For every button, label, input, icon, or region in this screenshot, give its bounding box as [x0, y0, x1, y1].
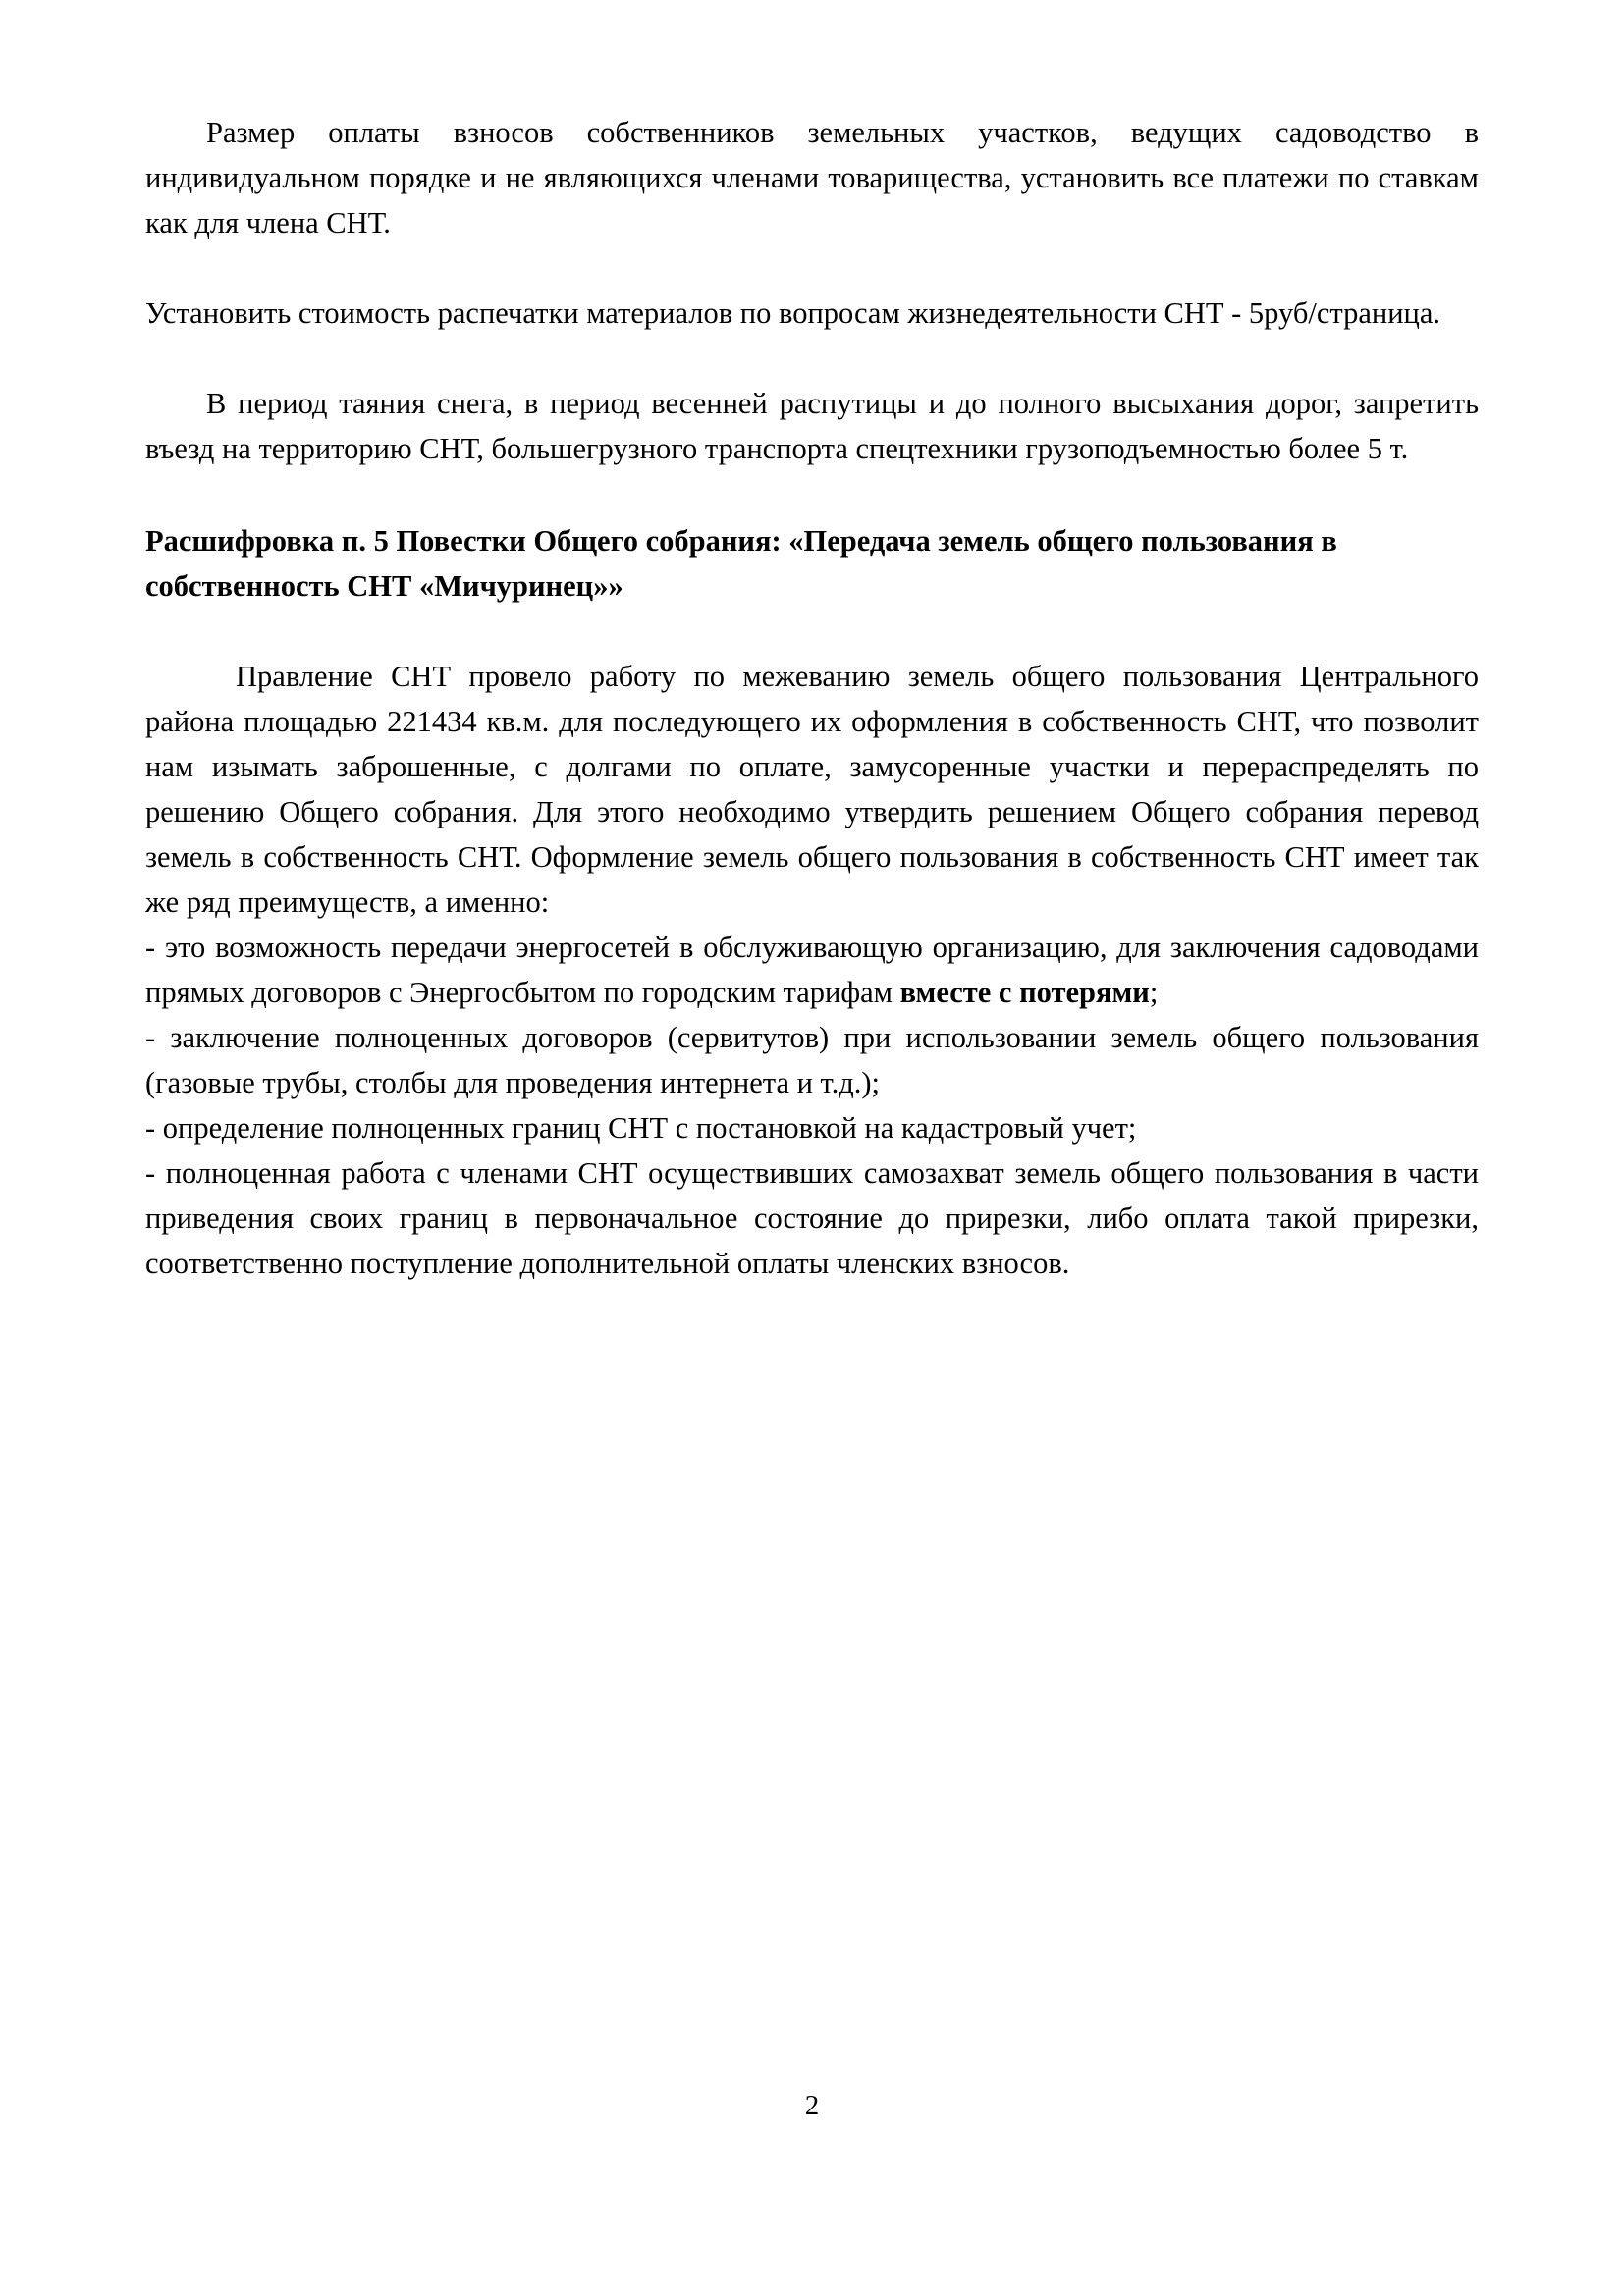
spacer [145, 336, 1479, 381]
spacer [145, 471, 1479, 518]
page-number-footer: 2 [804, 2090, 820, 2121]
list-item [145, 1015, 1479, 1105]
list-item-text-tail: ; [1149, 976, 1159, 1009]
list-item [145, 1105, 1479, 1150]
paragraph-vznosy: Размер оплаты взносов собственников земельных участков, ведущих садоводство в индивидуальном порядке и не являющихся членами товарищества, установить все платежи по ставкам как для члена СНТ. [145, 116, 1479, 240]
list-item-text: это возможность передачи энергосетей в обслуживающую организацию, для заключения садоводами прямых договоров с Энергосбытом по городским тарифам [145, 931, 1479, 1009]
list-item-marker: - [145, 1111, 156, 1145]
section-heading-rasshifrovka: Расшифровка п. 5 Повестки Общего собрания: «Передача земель общего пользования в собственность СНТ «Мичуринец»» [145, 524, 1337, 603]
spacer [145, 245, 1479, 291]
list-item-text: определение полноценных границ СНТ с постановкой на кадастровый учет; [155, 1111, 1137, 1145]
paragraph-taianie-snega: В период таяния снега, в период весенней распутицы и до полного высыхания дорог, запретить въезд на территорию СНТ, большегрузного транспорта спецтехники грузоподъемностью более 5 т. [145, 387, 1479, 465]
list-item-marker: - [145, 1156, 156, 1190]
spacer [145, 609, 1479, 654]
paragraph-pravlenie: Правление СНТ провело работу по межеванию земель общего пользования Центрального района площадью 221434 кв.м. для последующего их оформления в собственность СНТ, что позволит нам изымать заброшенные, с долгами по оплате, замусоренные участки и перераспределять по решению Общего собрания. Для этого необходимо утвердить решением Общего собрания перевод земель в собственность СНТ. Оформление земель общего пользования в собственность СНТ имеет так же ряд преимуществ, а именно: [145, 660, 1479, 919]
paragraph-raspechatka: Установить стоимость распечатки материалов по вопросам жизнедеятельности СНТ - 5руб/страница. [145, 296, 1441, 330]
list-item-emphasis: вместе с потерями [899, 976, 1150, 1009]
list-item [145, 925, 1479, 1015]
page-content [145, 110, 1479, 1286]
list-item-marker: - [145, 931, 156, 964]
list-item-text: полноценная работа с членами СНТ осуществивших самозахват земель общего пользования в части приведения своих границ в первоначальное состояние до прирезки, либо оплата такой прирезки, соответственно поступление дополнительной оплаты членских взносов. [145, 1156, 1479, 1280]
list-item-text: заключение полноценных договоров (сервитутов) при использовании земель общего пользования (газовые трубы, столбы для проведения интернета и т.д.); [145, 1021, 1479, 1099]
list-item [145, 1150, 1479, 1286]
body-block [145, 654, 1479, 1286]
list-item-marker: - [145, 1021, 156, 1054]
